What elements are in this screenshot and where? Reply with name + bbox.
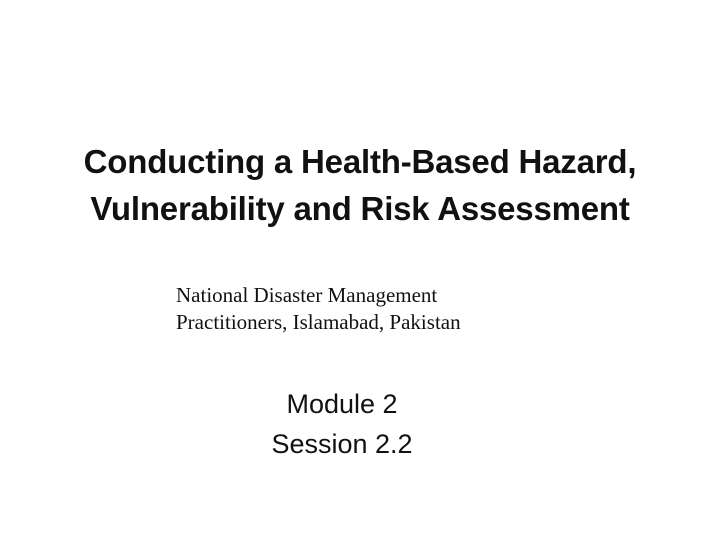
slide-title-line-2: Vulnerability and Risk Assessment — [90, 190, 630, 227]
module-session-block — [0, 384, 684, 464]
slide-title-line-1: Conducting a Health-Based Hazard, — [83, 143, 637, 180]
slide-title — [20, 138, 700, 232]
slide-subtitle-line-2: Practitioners, Islamabad, Pakistan — [176, 310, 461, 334]
module-label: Module 2 — [286, 389, 398, 419]
slide-subtitle — [176, 282, 596, 336]
session-label: Session 2.2 — [271, 429, 413, 459]
slide-subtitle-line-1: National Disaster Management — [176, 283, 438, 307]
